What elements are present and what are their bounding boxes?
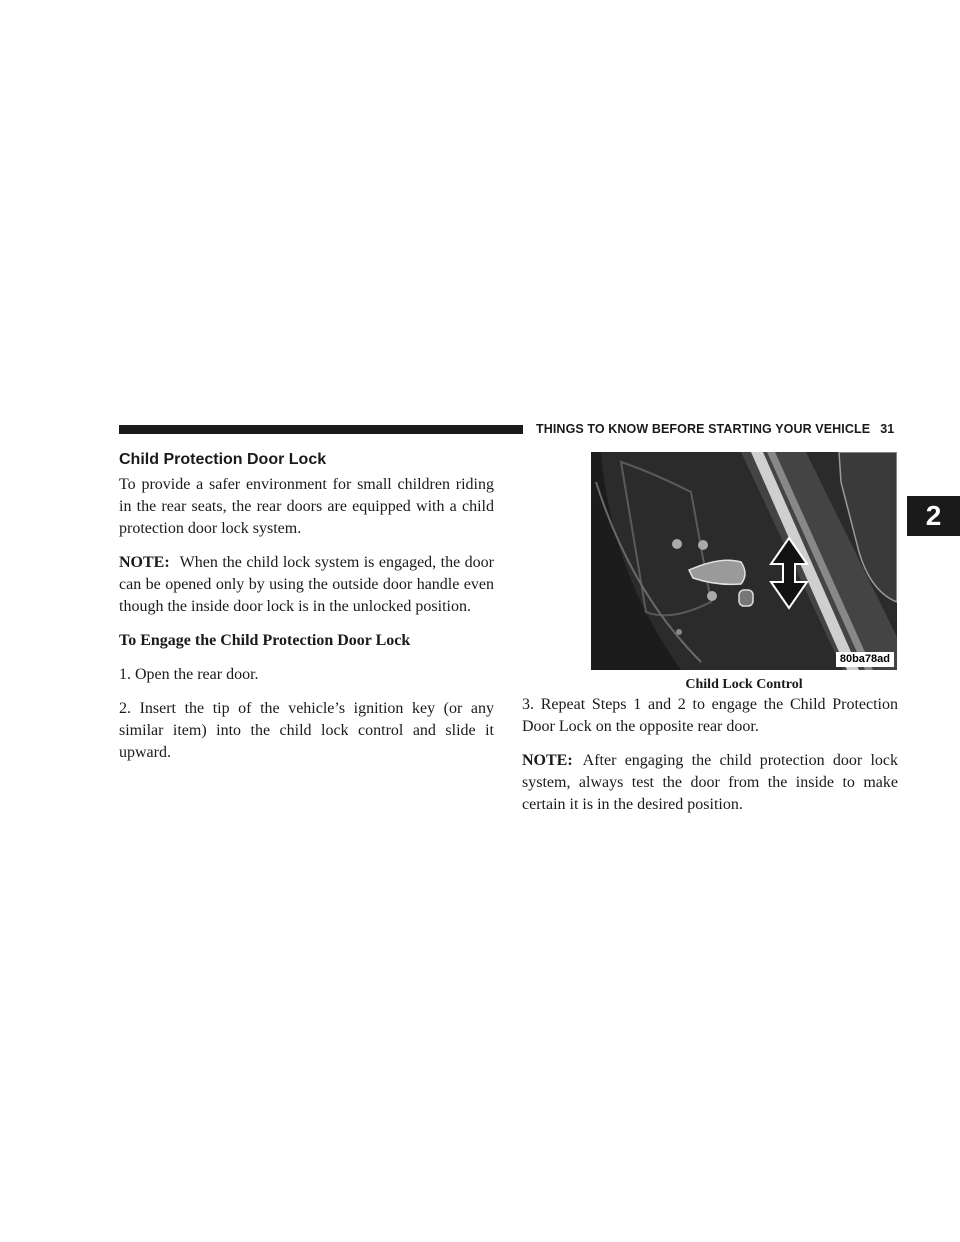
procedure-heading: To Engage the Child Protection Door Lock [119, 632, 411, 649]
step-1: 1. Open the rear door. [119, 666, 259, 683]
running-head-title: THINGS TO KNOW BEFORE STARTING YOUR VEHICLE [536, 422, 871, 436]
note-text-2: After engaging the child protection door lock system, always test the door from the inside to make certain it is in the desired position. [522, 752, 898, 813]
chapter-tab: 2 [907, 496, 960, 536]
note-paragraph-2 [522, 750, 898, 816]
intro-paragraph: To provide a safer environment for small children riding in the rear seats, the rear doors are equipped with a child protection door lock system. [119, 476, 494, 537]
note-text: When the child lock system is engaged, the door can be opened only by using the outside door handle even though the inside door lock is in the unlocked position. [119, 554, 494, 615]
header-rule [119, 425, 523, 434]
section-heading: Child Protection Door Lock [119, 451, 327, 468]
step-2: 2. Insert the tip of the vehicle’s ignition key (or any similar item) into the child lock control and slide it upward. [119, 700, 494, 761]
note-label-2: NOTE: [522, 752, 573, 769]
note-label: NOTE: [119, 554, 170, 571]
running-head [536, 422, 896, 436]
right-column [522, 694, 898, 828]
figure-caption: Child Lock Control [685, 677, 803, 692]
left-column [119, 448, 494, 776]
note-paragraph [119, 552, 494, 618]
figure-code: 80ba78ad [836, 652, 894, 667]
step-3: 3. Repeat Steps 1 and 2 to engage the Child Protection Door Lock on the opposite rear door. [522, 696, 898, 735]
page-number: 31 [880, 422, 895, 436]
child-lock-illustration [591, 452, 897, 670]
door-edge-drawing [591, 452, 897, 670]
